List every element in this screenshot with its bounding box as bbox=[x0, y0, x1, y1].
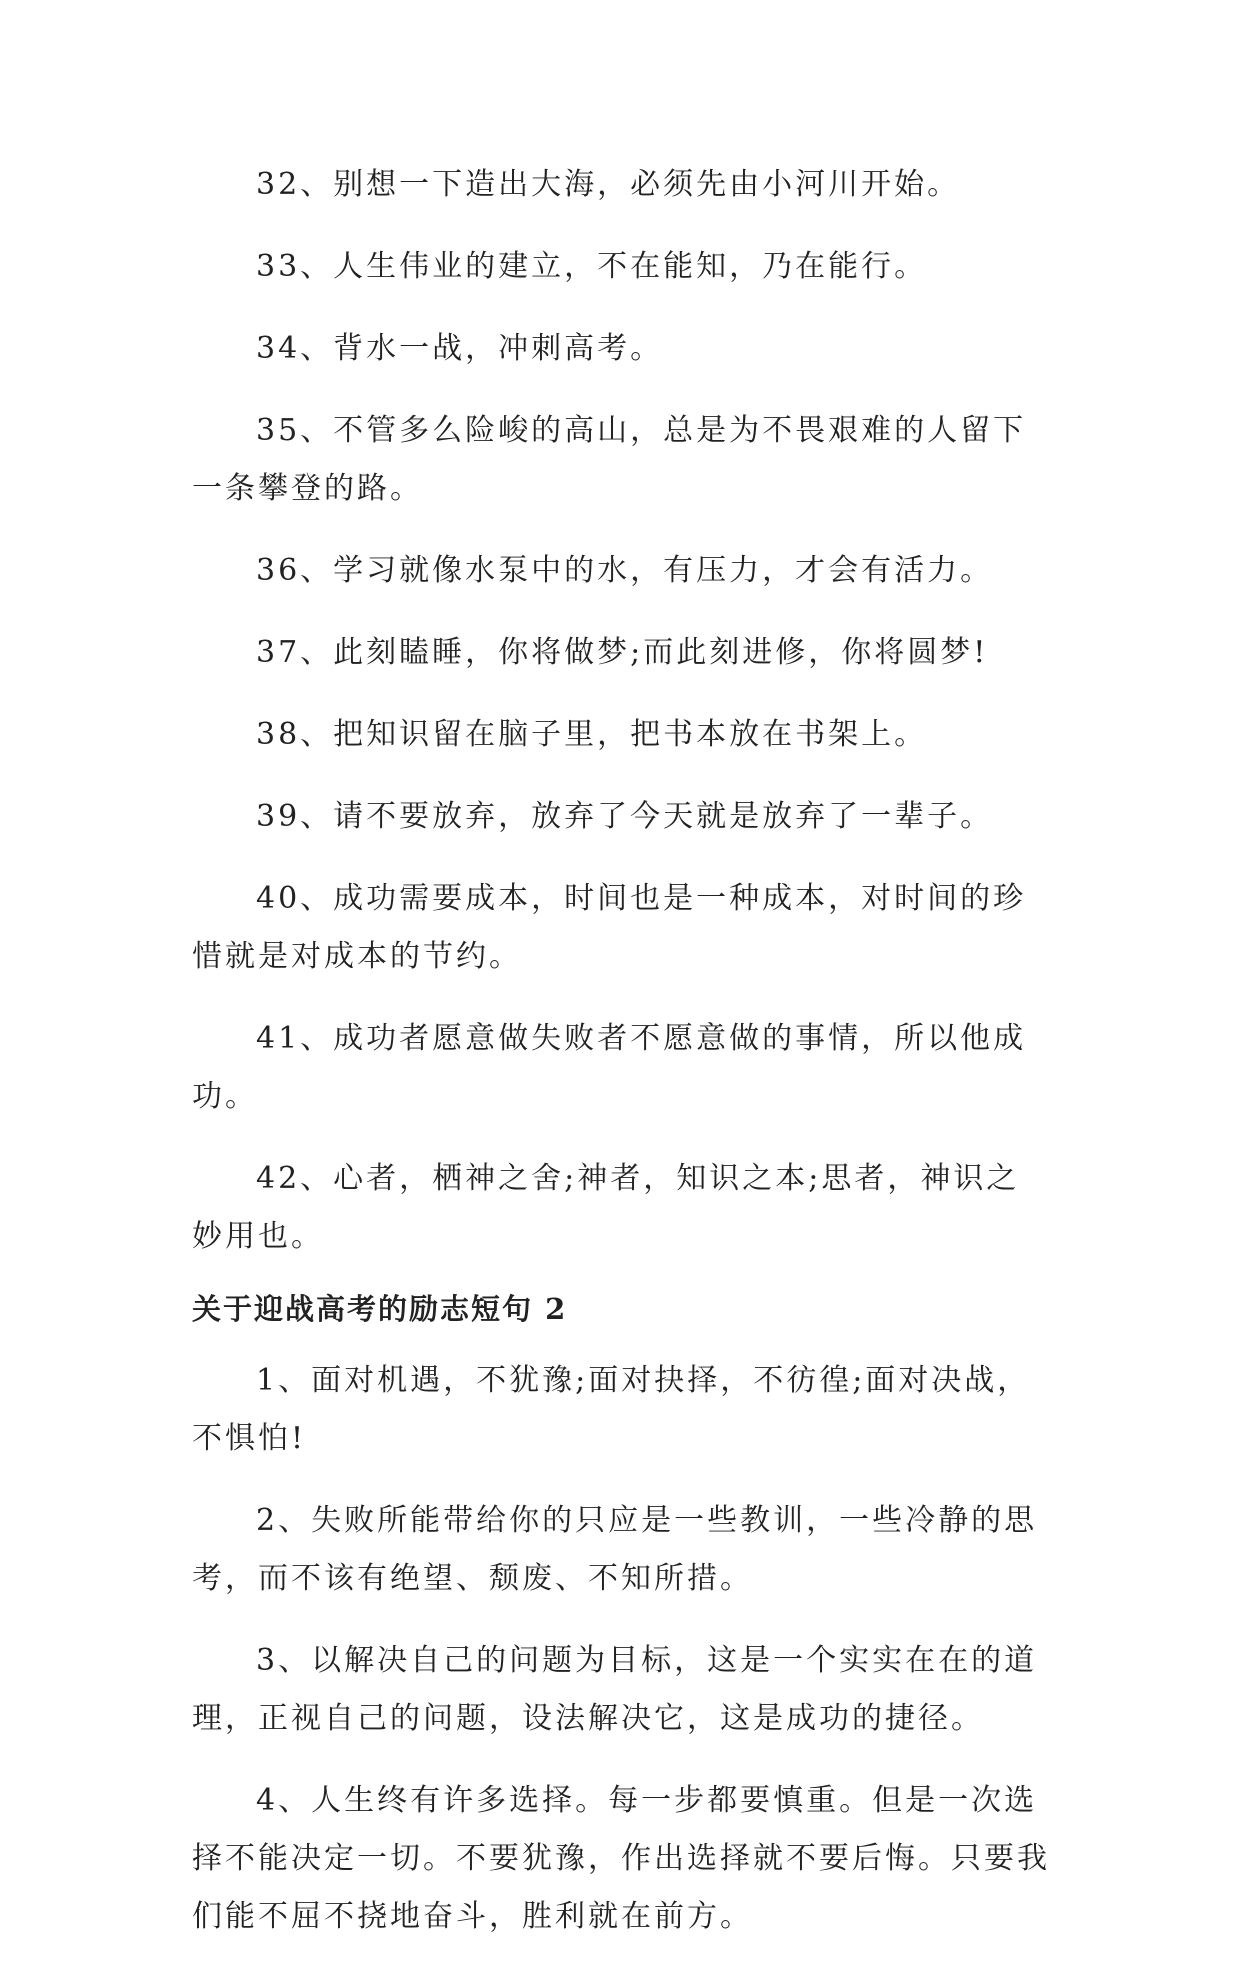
paragraph: 3、以解决自己的问题为目标，这是一个实实在在的道理，正视自己的问题，设法解决它，这是成功的捷径。 bbox=[192, 1643, 1038, 1736]
paragraph: 2、失败所能带给你的只应是一些教训，一些冷静的思考，而不该有绝望、颓废、不知所措。 bbox=[192, 1503, 1038, 1596]
paragraph: 39、请不要放弃，放弃了今天就是放弃了一辈子。 bbox=[256, 799, 994, 834]
paragraph: 1、面对机遇，不犹豫;面对抉择，不彷徨;面对决战，不惧怕! bbox=[192, 1363, 1031, 1456]
section-heading: 关于迎战高考的励志短句 2 bbox=[192, 1292, 568, 1326]
paragraph: 42、心者，栖神之舍;神者，知识之本;思者，神识之妙用也。 bbox=[192, 1161, 1020, 1254]
paragraph: 34、背水一战，冲刺高考。 bbox=[256, 331, 664, 366]
paragraph: 37、此刻瞌睡，你将做梦;而此刻进修，你将圆梦! bbox=[256, 635, 989, 670]
paragraph: 41、成功者愿意做失败者不愿意做的事情，所以他成功。 bbox=[192, 1021, 1027, 1114]
document-body bbox=[192, 156, 1052, 1970]
paragraph: 32、别想一下造出大海，必须先由小河川开始。 bbox=[256, 167, 961, 202]
paragraph: 4、人生终有许多选择。每一步都要慎重。但是一次选择不能决定一切。不要犹豫，作出选择就不要后悔。只要我们能不屈不挠地奋斗，胜利就在前方。 bbox=[192, 1783, 1050, 1934]
paragraph: 36、学习就像水泵中的水，有压力，才会有活力。 bbox=[256, 553, 994, 588]
paragraph: 38、把知识留在脑子里，把书本放在书架上。 bbox=[256, 717, 928, 752]
paragraph: 35、不管多么险峻的高山，总是为不畏艰难的人留下一条攀登的路。 bbox=[192, 413, 1027, 506]
paragraph: 33、人生伟业的建立，不在能知，乃在能行。 bbox=[256, 249, 928, 284]
paragraph: 40、成功需要成本，时间也是一种成本，对时间的珍惜就是对成本的节约。 bbox=[192, 881, 1027, 974]
